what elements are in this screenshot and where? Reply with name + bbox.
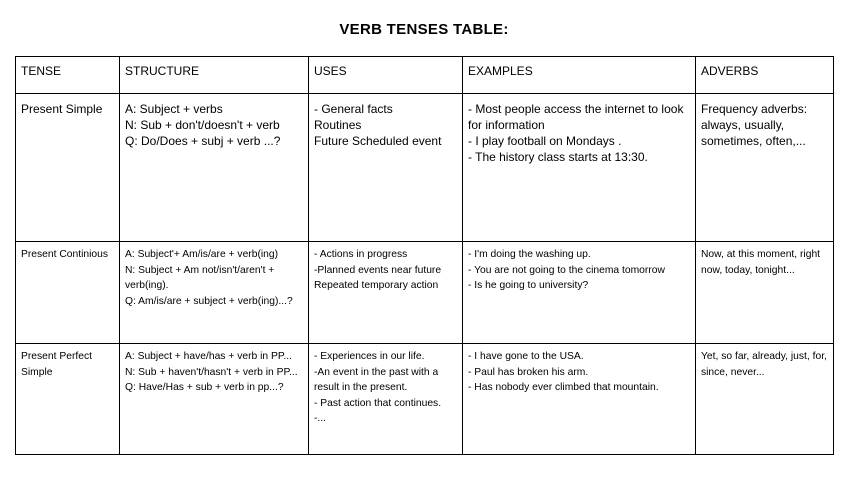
structure-cell: A: Subject + verbs N: Sub + don't/doesn't + verb Q: Do/Does + subj + verb ...? <box>120 94 309 242</box>
table-header-row <box>16 57 834 94</box>
uses-cell: - Experiences in our life. -An event in the past with a result in the present. - Past action that continues. -... <box>309 344 463 455</box>
verb-tenses-table <box>15 56 834 455</box>
page-title: VERB TENSES TABLE: <box>339 21 509 38</box>
table-row <box>16 344 834 455</box>
header-tense: TENSE <box>16 57 120 94</box>
uses-cell: - Actions in progress -Planned events near future Repeated temporary action <box>309 242 463 344</box>
table-row <box>16 242 834 344</box>
adverbs-cell: Yet, so far, already, just, for, since, never... <box>696 344 834 455</box>
header-examples: EXAMPLES <box>463 57 696 94</box>
examples-cell: - I have gone to the USA. - Paul has broken his arm. - Has nobody ever climbed that mountain. <box>463 344 696 455</box>
table-row <box>16 94 834 242</box>
adverbs-cell: Now, at this moment, right now, today, tonight... <box>696 242 834 344</box>
structure-cell: A: Subject + have/has + verb in PP... N: Sub + haven't/hasn't + verb in PP... Q: Have/Has + sub + verb in pp...? <box>120 344 309 455</box>
header-structure: STRUCTURE <box>120 57 309 94</box>
header-uses: USES <box>309 57 463 94</box>
adverbs-cell: Frequency adverbs: always, usually, sometimes, often,... <box>696 94 834 242</box>
header-adverbs: ADVERBS <box>696 57 834 94</box>
tense-cell: Present Continious <box>16 242 120 344</box>
uses-cell: - General facts Routines Future Scheduled event <box>309 94 463 242</box>
examples-cell: - I'm doing the washing up. - You are not going to the cinema tomorrow - Is he going to university? <box>463 242 696 344</box>
examples-cell: - Most people access the internet to look for information - I play football on Mondays . - The history class starts at 13:30. <box>463 94 696 242</box>
structure-cell: A: Subject'+ Am/is/are + verb(ing) N: Subject + Am not/isn't/aren't + verb(ing). Q: Am/is/are + subject + verb(ing)...? <box>120 242 309 344</box>
tense-cell: Present Perfect Simple <box>16 344 120 455</box>
tense-cell: Present Simple <box>16 94 120 242</box>
